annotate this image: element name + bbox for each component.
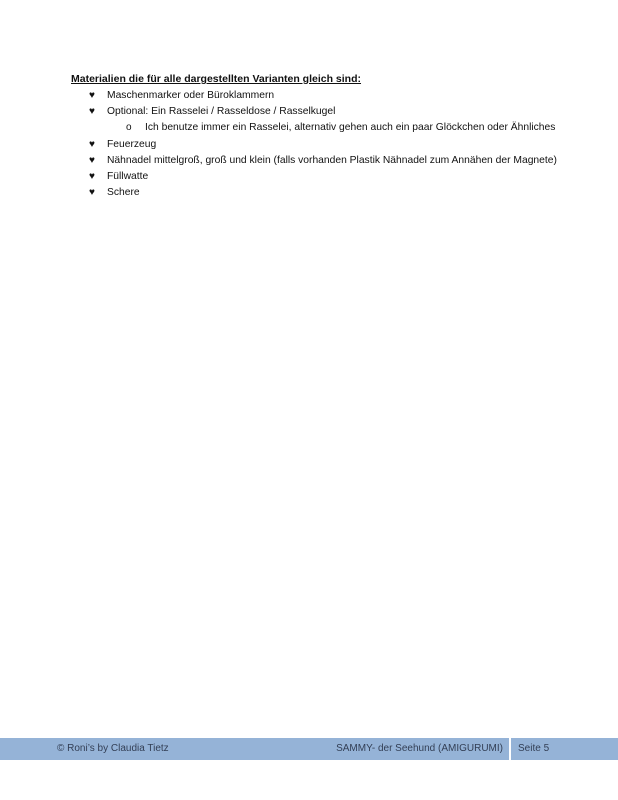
footer-page-box: [511, 738, 618, 760]
list-item: [71, 169, 571, 185]
page-number: Seite 5: [518, 743, 550, 754]
list-item-text: Nähnadel mittelgroß, groß und klein (falls vorhanden Plastik Nähnadel zum Annähen der Magnete): [107, 154, 557, 166]
list-item: [71, 137, 571, 153]
heart-bullet-icon: ♥: [89, 138, 95, 150]
footer-copyright: © Roni’s by Claudia Tietz: [57, 743, 169, 754]
list-item-text: Optional: Ein Rasselei / Rasseldose / Rasselkugel: [107, 106, 336, 118]
footer-bar: [0, 738, 509, 760]
sub-list: [107, 120, 571, 136]
list-item-text: Maschenmarker oder Büroklammern: [107, 90, 275, 101]
sub-list-item: [107, 120, 571, 136]
list-item: [71, 88, 571, 104]
heart-bullet-icon: ♥: [89, 187, 95, 199]
page-footer: [0, 738, 618, 760]
list-item-text: Schere: [107, 187, 140, 199]
circle-bullet-icon: o: [126, 122, 132, 134]
list-item-text: Feuerzeug: [107, 138, 157, 150]
heart-bullet-icon: ♥: [89, 90, 95, 101]
heart-bullet-icon: ♥: [89, 154, 95, 166]
footer-document-title: SAMMY- der Seehund (AMIGURUMI): [336, 743, 503, 754]
list-item-text: Füllwatte: [107, 171, 149, 183]
heart-bullet-icon: ♥: [89, 171, 95, 183]
list-item: [71, 185, 571, 201]
heart-bullet-icon: ♥: [89, 106, 95, 118]
sub-list-item-text: Ich benutze immer ein Rasselei, alternativ gehen auch ein paar Glöckchen oder Ähnliches: [145, 122, 556, 134]
materials-list: [71, 88, 571, 201]
list-item: [71, 153, 571, 169]
list-item: [71, 104, 571, 136]
materials-section: [71, 72, 571, 201]
materials-heading: Materialien die für alle dargestellten Varianten gleich sind:: [71, 73, 362, 85]
